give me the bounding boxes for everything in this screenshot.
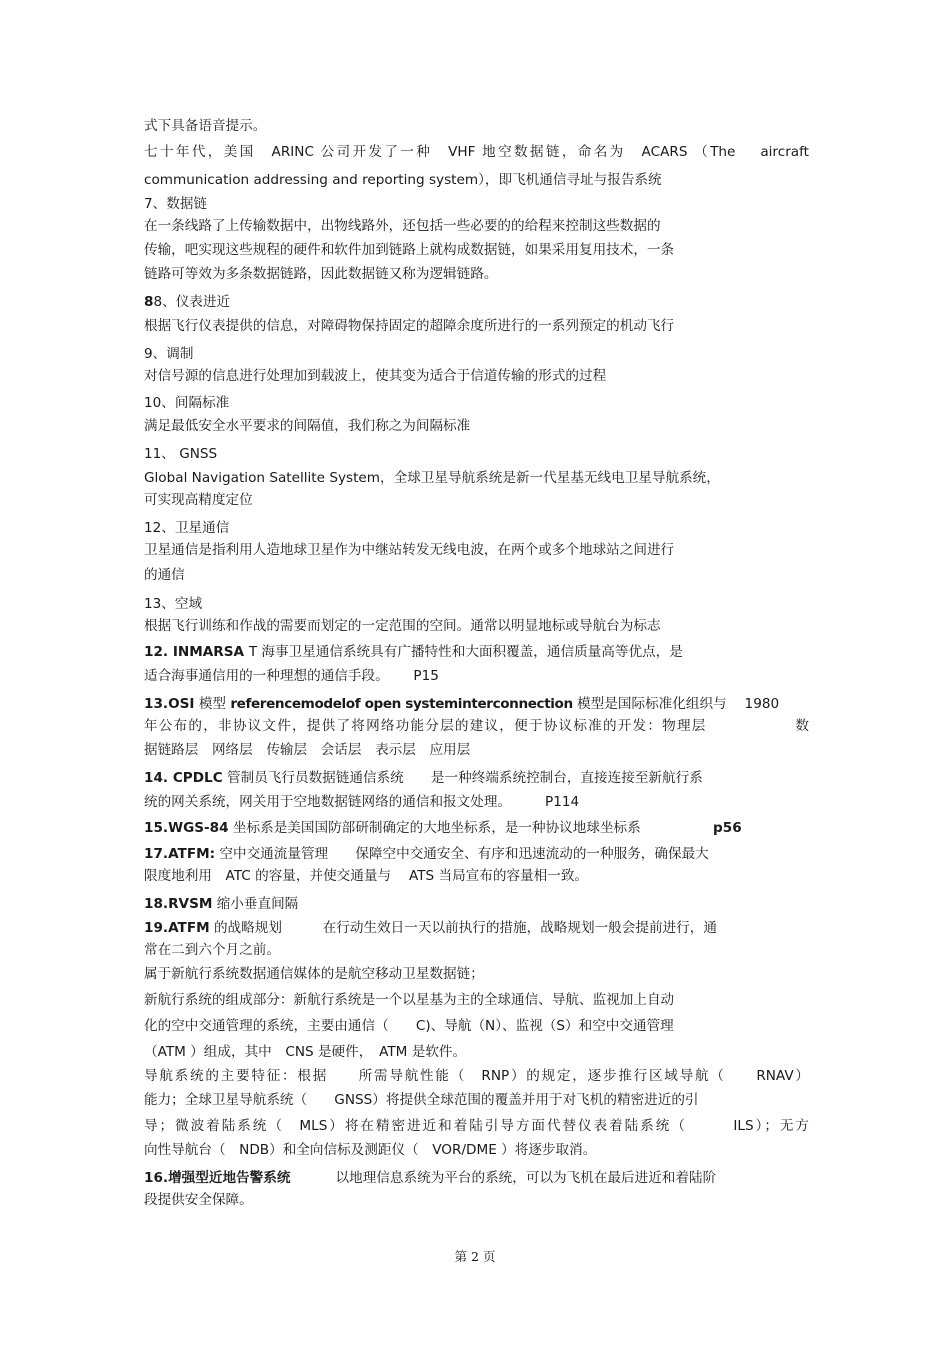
text-line [144,918,809,938]
page-reference: p56 [713,820,742,836]
text-line [144,116,809,136]
text-span: 管制员飞行员数据链通信系统 是一种终端系统控制台，直接连接至新航行系 [222,770,703,786]
text-span: 常在二到六个月之前。 [144,942,280,958]
text-span: 9、调制 [144,346,194,362]
text-line [144,490,809,510]
text-line [144,540,809,560]
bold-heading: 17.ATFM: [144,846,216,862]
text-line [144,792,809,812]
text-line [144,194,809,214]
bold-heading: 13.OSI [144,696,195,712]
text-line [144,694,809,714]
text-span: 7、数据链 [144,196,208,212]
text-span: 缩小垂直间隔 [212,896,299,912]
text-span: 导；微波着陆系统（ MLS）将在精密进近和着陆引导方面代替仪表着陆系统（ ILS）；无方 [144,1118,809,1134]
text-span: 的战略规划 在行动生效日一天以前执行的措施，战略规划一般会提前进行，通 [209,920,717,936]
bold-heading: 19.ATFM [144,920,210,936]
text-span: 能力；全球卫星导航系统（ GNSS）将提供全球范围的覆盖并用于对飞机的精密进近的引 [144,1092,699,1108]
text-line [144,142,809,162]
text-line [144,170,809,190]
text-line [144,518,809,538]
text-line [144,964,809,984]
text-span: 对信号源的信息进行处理加到载波上，使其变为适合于信道传输的形式的过程 [144,368,607,384]
text-span: 13、空域 [144,596,203,612]
text-span: 12、卫星通信 [144,520,230,536]
text-span: 适合海事通信用的一种理想的通信手段。 P15 [144,668,439,684]
text-line [144,292,809,312]
bold-term: referencemodelof open systeminterconnection [230,696,573,712]
text-span: 导航系统的主要特征：根据 所需导航性能（ RNP）的规定，逐步推行区域导航（ RNAV） [144,1068,809,1084]
text-line [144,594,809,614]
text-span: 满足最低安全水平要求的间隔值，我们称之为间隔标准 [144,418,471,434]
bold-heading: 15.WGS-84 [144,820,229,836]
text-span: 年公布的，非协议文件，提供了将网络功能分层的建议，便于协议标准的开发：物理层 数 [144,718,809,734]
text-line [144,768,809,788]
text-span: 以地理信息系统为平台的系统，可以为飞机在最后进近和着陆阶 [331,1170,717,1186]
bold-heading: 8 [144,294,154,310]
text-line [144,216,809,236]
bold-heading: 18.RVSM [144,896,213,912]
text-span: 段提供安全保障。 [144,1192,253,1208]
text-span: Global Navigation Satellite System，全球卫星导航系统是新一代星基无线电卫星导航系统， [144,470,720,486]
text-span: 模型是国际标准化组织与 1980 [572,696,780,712]
text-line [144,1116,809,1136]
text-span: 限度地利用 ATC 的容量，并使交通量与 ATS 当局宣布的容量相一致。 [144,868,589,884]
text-span: 10、间隔标准 [144,395,230,411]
text-line [144,740,809,760]
text-line [144,642,809,662]
text-span: 新航行系统的组成部分：新航行系统是一个以星基为主的全球通信、导航、监视加上自动 [144,992,675,1008]
text-line [144,818,809,838]
bold-heading: 14. CPDLC [144,770,223,786]
text-span: （ATM ）组成，其中 CNS 是硬件， ATM 是软件。 [144,1044,467,1060]
text-line [144,716,809,736]
text-line [144,894,809,914]
text-line [144,565,809,585]
text-line [144,444,809,464]
text-line [144,1016,809,1036]
text-line [144,1168,809,1188]
text-span: 坐标系是美国国防部研制确定的大地坐标系，是一种协议地球坐标系 [228,820,714,836]
text-line [144,264,809,284]
page-number: 第 2 页 [454,1249,496,1264]
text-span: 卫星通信是指利用人造地球卫星作为中继站转发无线电波，在两个或多个地球站之间进行 [144,542,675,558]
text-span: T 海事卫星通信系统具有广播特性和大面积覆盖，通信质量高等优点，是 [248,644,683,660]
text-span: 模型 [194,696,231,712]
text-span: communication addressing and reporting system），即飞机通信寻址与报告系统 [144,172,662,188]
text-line [144,366,809,386]
text-line [144,416,809,436]
text-span: 七十年代，美国 ARINC 公司开发了一种 VHF 地空数据链，命名为 ACARS （The aircraft [144,144,809,160]
text-line [144,844,809,864]
text-line [144,1066,809,1086]
text-span: 传输，吧实现这些规程的硬件和软件加到链路上就构成数据链，如果采用复用技术，一条 [144,242,675,258]
bold-heading: 12. INMARSA [144,644,249,660]
text-line [144,468,809,488]
text-line [144,344,809,364]
text-span: 根据飞行仪表提供的信息，对障碍物保持固定的超障余度所进行的一系列预定的机动飞行 [144,318,675,334]
text-line [144,990,809,1010]
text-line [144,240,809,260]
text-span: 8、仪表进近 [153,294,231,310]
text-span: 属于新航行系统数据通信媒体的是航空移动卫星数据链； [144,966,484,982]
text-span: 向性导航台（ NDB）和全向信标及测距仪（ VOR/DME ）将逐步取消。 [144,1142,597,1158]
text-span: 空中交通流量管理 保障空中交通安全、有序和迅速流动的一种服务，确保最大 [215,846,709,862]
text-line [144,940,809,960]
text-line [144,1190,809,1210]
text-span: 化的空中交通管理的系统，主要由通信（ C)、导航（N）、监视（S）和空中交通管理 [144,1018,674,1034]
text-line [144,1140,809,1160]
text-span: 的通信 [144,567,185,583]
text-span: 式下具备语音提示。 [144,118,267,134]
text-span: 可实现高精度定位 [144,492,253,508]
text-span: 链路可等效为多条数据链路，因此数据链又称为逻辑链路。 [144,266,498,282]
text-line [144,1042,809,1062]
text-line [144,866,809,886]
text-span: 11、 GNSS [144,446,218,462]
text-line [144,316,809,336]
text-span: 根据飞行训练和作战的需要而划定的一定范围的空间。通常以明显地标或导航台为标志 [144,618,661,634]
bold-heading: 16.增强型近地告警系统 [144,1170,332,1186]
text-span: 统的网关系统，网关用于空地数据链网络的通信和报文处理。 P114 [144,794,580,810]
text-span: 据链路层 网络层 传输层 会话层 表示层 应用层 [144,742,471,758]
text-span: 在一条线路了上传输数据中，出物线路外，还包括一些必要的的给程来控制这些数据的 [144,218,661,234]
text-line [144,393,809,413]
text-line [144,1090,809,1110]
text-line [144,616,809,636]
text-line [144,666,809,686]
